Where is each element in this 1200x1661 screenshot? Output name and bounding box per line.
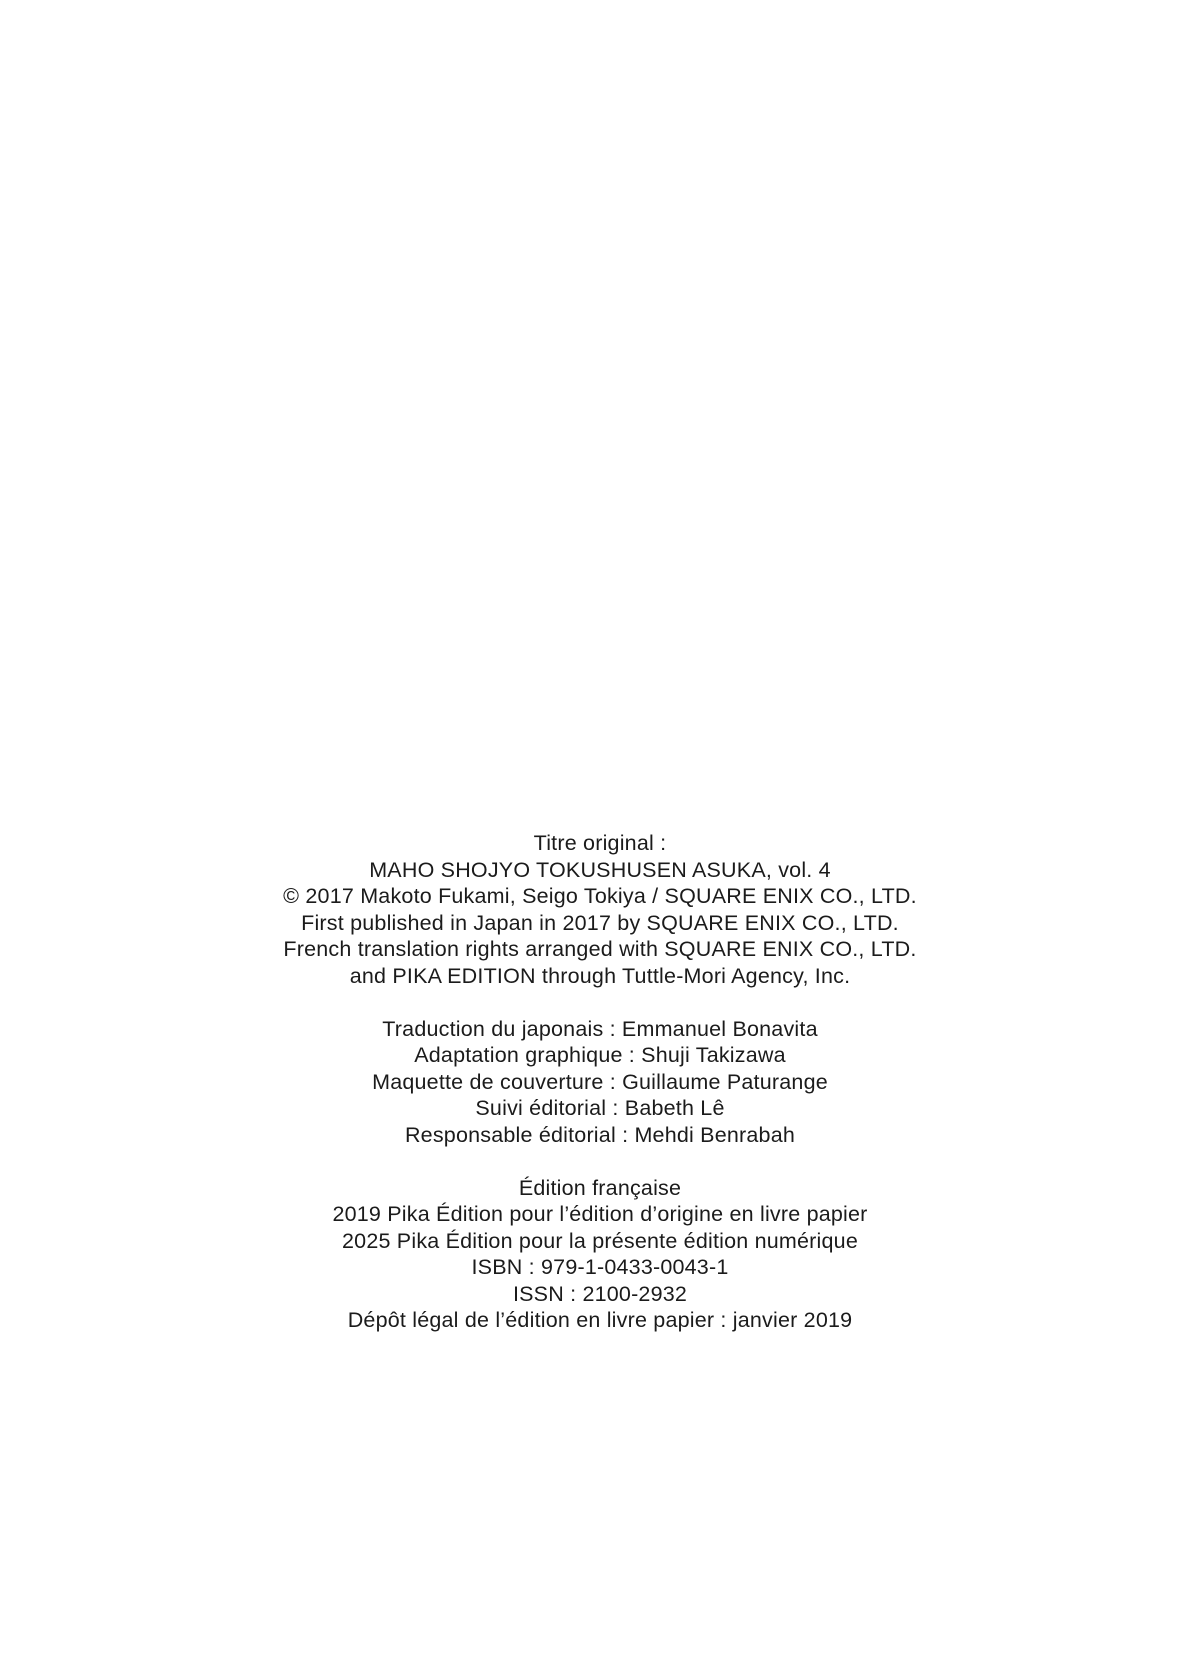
colophon-line-issn: ISSN : 2100-2932	[512, 1281, 688, 1306]
colophon-line-digital-edition-year: 2025 Pika Édition pour la présente édition numérique	[342, 1228, 858, 1253]
french-edition-block	[0, 1175, 1200, 1334]
colophon-line-copyright: © 2017 Makoto Fukami, Seigo Tokiya / SQUARE ENIX CO., LTD.	[283, 884, 917, 908]
colophon-line-original-title: MAHO SHOJYO TOKUSHUSEN ASUKA, vol. 4	[369, 857, 831, 882]
colophon-line-original-title-label: Titre original :	[533, 831, 667, 855]
colophon-line-translator: Traduction du japonais : Emmanuel Bonavita	[382, 1016, 818, 1041]
original-title-block	[0, 830, 1200, 989]
colophon-line-first-published: First published in Japan in 2017 by SQUARE ENIX CO., LTD.	[301, 910, 899, 935]
colophon-text	[0, 830, 1200, 1334]
colophon-line-agency: and PIKA EDITION through Tuttle-Mori Agency, Inc.	[349, 963, 851, 988]
colophon-line-legal-deposit: Dépôt légal de l’édition en livre papier : janvier 2019	[347, 1308, 853, 1332]
colophon-line-french-edition-label: Édition française	[518, 1175, 682, 1200]
colophon-line-isbn: ISBN : 979-1-0433-0043-1	[471, 1255, 729, 1279]
colophon-line-translation-rights: French translation rights arranged with SQUARE ENIX CO., LTD.	[283, 937, 917, 961]
colophon-line-editorial-manager: Responsable éditorial : Mehdi Benrabah	[404, 1122, 796, 1147]
credits-block	[0, 1016, 1200, 1149]
colophon-line-graphic-adaptation: Adaptation graphique : Shuji Takizawa	[414, 1043, 786, 1067]
colophon-line-editorial-followup: Suivi éditorial : Babeth Lê	[475, 1096, 725, 1120]
colophon-line-cover-design: Maquette de couverture : Guillaume Paturange	[372, 1069, 828, 1094]
colophon-line-print-edition-year: 2019 Pika Édition pour l’édition d’origine en livre papier	[332, 1202, 868, 1226]
